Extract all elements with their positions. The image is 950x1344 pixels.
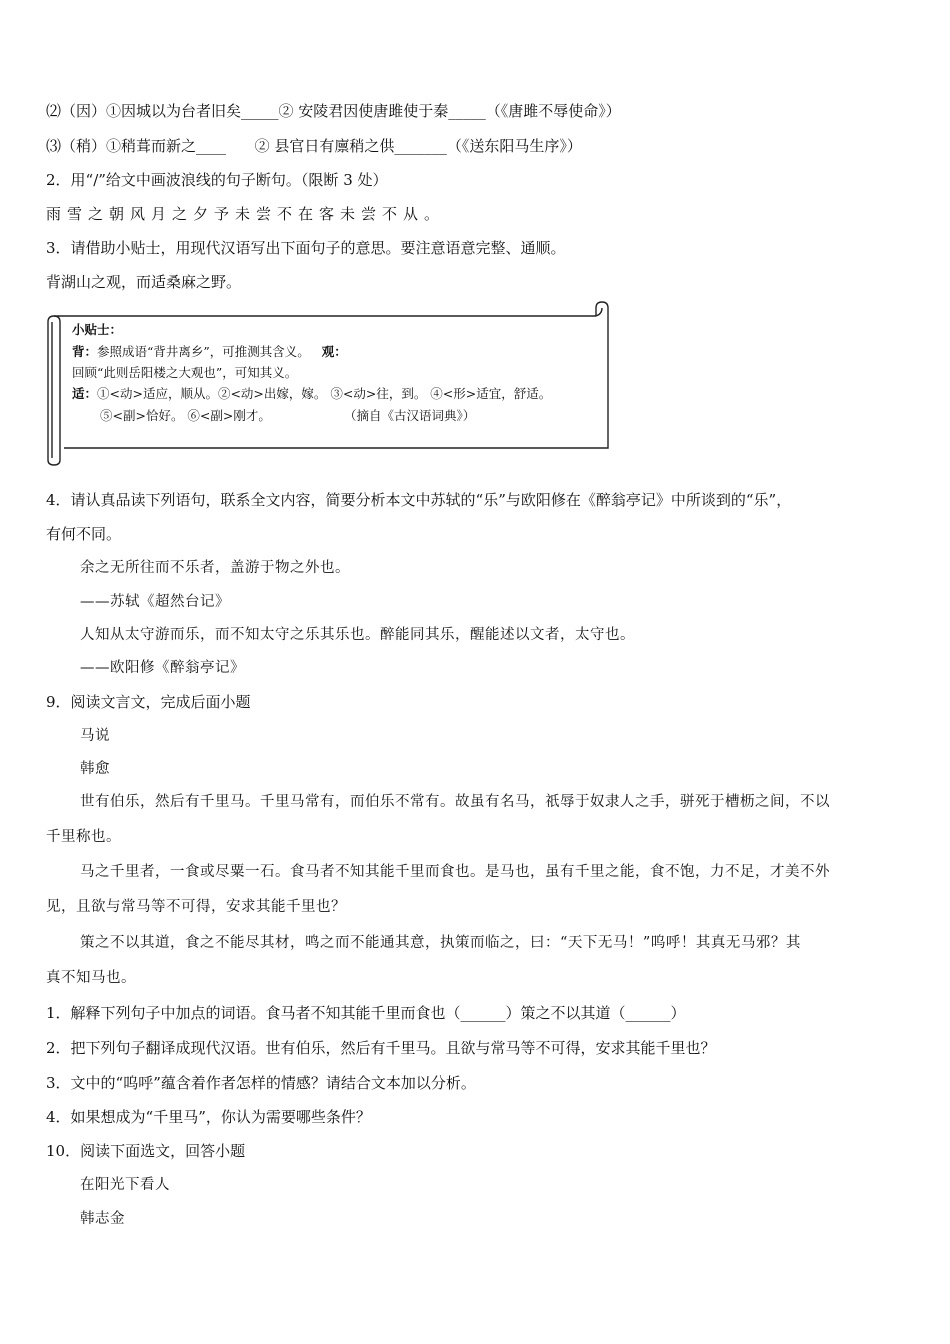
quote-ouyang-source: ——欧阳修《醉翁亭记》 [80, 660, 245, 676]
question-4-line2: 有何不同。 [46, 525, 122, 543]
tip-bei-text: 参照成语“背井离乡”，可推测其含义。 [97, 344, 310, 359]
tip-bei-key: 背： [72, 344, 98, 359]
quote-ouyang: 人知从太守游而乐，而不知太守之乐其乐也。醉能同其乐，醒能述以文者，太守也。 [80, 627, 635, 643]
passage-p3-line1: 策之不以其道，食之不能尽其材，鸣之而不能通其意，执策而临之，曰：“天下无马！”呜呼！其真无马邪？其 [80, 935, 801, 951]
question-3: 3．请借助小贴士，用现代汉语写出下面句子的意思。要注意语意完整、通顺。 [46, 239, 566, 257]
tip-shi-key: 适： [72, 386, 98, 401]
question-10-heading: 10．阅读下面选文，回答小题 [46, 1142, 246, 1160]
tips-title: 小贴士： [72, 322, 123, 337]
sub-question-3: 3．文中的“呜呼”蕴含着作者怎样的情感？请结合文本加以分析。 [46, 1074, 476, 1092]
tip-bei [72, 342, 347, 362]
tip-shi-text1: ①<动>适应，顺从。②<动>出嫁，嫁。 ③<动>往，到。 ④<形>适宜，舒适。 [97, 386, 552, 401]
passage-title: 马说 [80, 728, 110, 744]
passage-p2-line1: 马之千里者，一食或尽粟一石。食马者不知其能千里而食也。是马也，虽有千里之能，食不饱，力不足，才美不外 [80, 864, 830, 880]
question-2-text: 雨雪之朝风月之夕予未尝不在客未尝不从。 [46, 205, 446, 223]
passage-p1-line2: 千里称也。 [46, 829, 121, 845]
question-9-heading: 9．阅读文言文，完成后面小题 [46, 693, 251, 711]
scroll-frame-icon [44, 300, 610, 466]
sub-question-2: 2．把下列句子翻译成现代汉语。世有伯乐，然后有千里马。且欲与常马等不可得，安求其能千里也？ [46, 1039, 716, 1057]
q10-author: 韩志金 [80, 1211, 125, 1227]
tips-scroll-box [44, 300, 610, 466]
tip-shi [72, 384, 551, 404]
sub-question-4: 4．如果想成为“千里马”，你认为需要哪些条件？ [46, 1108, 371, 1126]
tips-source: （摘自《古汉语词典》） [344, 408, 476, 423]
q-shao-line: ⑶（稍）①稍葺而新之____ ② 县官日有廪稍之供_______（《送东阳马生序》） [46, 137, 582, 155]
tip-guan-text: 回顾“此则岳阳楼之大观也”，可知其义。 [72, 365, 298, 380]
passage-p2-line2: 见，且欲与常马等不可得，安求其能千里也？ [46, 899, 346, 915]
quote-su-shi: 余之无所往而不乐者，盖游于物之外也。 [80, 560, 350, 576]
quote-su-shi-source: ——苏轼《超然台记》 [80, 594, 230, 610]
passage-p3-line2: 真不知马也。 [46, 970, 136, 986]
question-2: 2．用“/”给文中画波浪线的句子断句。（限断 3 处） [46, 171, 388, 189]
sub-question-1: 1．解释下列句子中加点的词语。食马者不知其能千里而食也（______）策之不以其道（______） [46, 1004, 686, 1022]
q-yin-line: ⑵（因）①因城以为台者旧矣_____② 安陵君因使唐雎使于秦_____（《唐雎不辱使命》） [46, 102, 621, 120]
passage-p1-line1: 世有伯乐，然后有千里马。千里马常有，而伯乐不常有。故虽有名马，祇辱于奴隶人之手，骈死于槽枥之间，不以 [80, 794, 830, 810]
passage-author: 韩愈 [80, 761, 110, 777]
question-3-text: 背湖山之观，而适桑麻之野。 [46, 273, 242, 291]
q10-title: 在阳光下看人 [80, 1177, 170, 1193]
question-4-line1: 4．请认真品读下列语句，联系全文内容，简要分析本文中苏轼的“乐”与欧阳修在《醉翁亭记》中所谈到的“乐”， [46, 491, 792, 509]
tip-guan-key: 观： [321, 344, 347, 359]
tip-shi-text2: ⑤<副>恰好。 ⑥<副>刚才。 [100, 408, 271, 423]
